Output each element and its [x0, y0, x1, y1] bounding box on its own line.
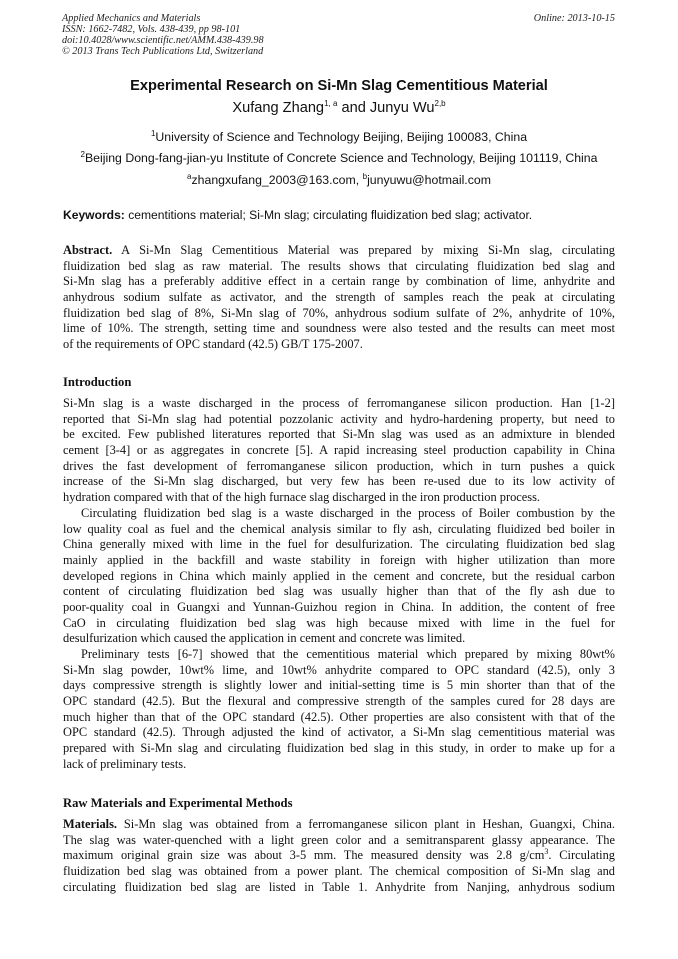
intro-line: content of circulating fluidization bed slag was usually higher than that of the fly ash due to	[63, 584, 615, 599]
copyright: © 2013 Trans Tech Publications Ltd, Switzerland	[62, 46, 264, 57]
intro-line: OPC standard (42.5). But the flexural and compressive strength of the samples cured for 28 days are	[63, 694, 615, 709]
abstract-line: fluidization bed slag as raw material. The results shows that circulating fluidization bed slag and	[63, 258, 615, 273]
section-heading-raw-materials: Raw Materials and Experimental Methods	[63, 796, 293, 810]
author-2-sup: 2,b	[434, 99, 446, 109]
email-a-sup: a	[187, 171, 192, 181]
abstract-label: Abstract.	[63, 243, 113, 257]
abstract	[63, 243, 615, 353]
paper-title: Experimental Research on Si-Mn Slag Cementitious Material	[130, 78, 548, 94]
intro-line: prepared with Si-Mn slag and circulating fluidization bed slag in this study, in order to make up for a	[63, 741, 615, 756]
abstract-text: A Si-Mn Slag Cementitious Material was prepared by mixing Si-Mn slag, circulating	[112, 243, 615, 257]
intro-line: reported that Si-Mn slag had potential pozzolanic activity and hydro-hardening property, but need to	[63, 411, 615, 426]
abstract-line: lime of 10%. The strength, setting time and soundness were also tested and the results can meet most	[63, 321, 615, 336]
materials-label: Materials.	[63, 817, 118, 831]
materials-body	[63, 817, 615, 895]
keywords	[63, 208, 532, 222]
intro-line: much higher than that of the OPC standard (42.5). Other properties are also consistent with that of the	[63, 709, 615, 724]
doi: doi:10.4028/www.scientific.net/AMM.438-439.98	[62, 35, 264, 46]
keywords-text: cementitions material; Si-Mn slag; circulating fluidization bed slag; activator.	[124, 208, 533, 222]
author-1: Xufang Zhang	[232, 100, 325, 116]
affiliation-1-text: University of Science and Technology Beijing, Beijing 100083, China	[155, 130, 528, 144]
materials-line: circulating fluidization bed slag are listed in Table 1. Anhydrite from Nanjing, anhydrous sodium	[63, 879, 615, 894]
intro-line: increase of the Si-Mn slag discharged, but very few has been re-used due to its low activity of	[63, 474, 615, 489]
materials-text: maximum original grain size was about 3-5 mm. The measured density was 2.8 g/cm	[63, 848, 545, 863]
keywords-label: Keywords:	[63, 208, 125, 222]
affiliation-2	[0, 151, 678, 165]
intro-line: days compressive strength is slightly lower and initial-setting time is 5 min shorter than that of the	[63, 678, 615, 693]
introduction-body	[63, 396, 615, 773]
affiliation-1	[0, 130, 678, 144]
materials-line: fluidization bed slag was obtained from a power plant. The chemical composition of Si-Mn slag and	[63, 864, 615, 879]
intro-line: Preliminary tests [6-7] showed that the cementitious material which prepared by mixing 80wt%	[81, 647, 615, 661]
materials-line	[63, 848, 615, 864]
authors	[0, 100, 678, 116]
affiliation-2-sup: 2	[80, 149, 85, 159]
affiliation-2-text: Beijing Dong-fang-jian-yu Institute of Concrete Science and Technology, Beijing 101119, China	[84, 151, 598, 165]
intro-line: poor-quality coal in Guangxi and Yunnan-Guizhou region in China. In addition, the content of free	[63, 599, 615, 614]
email-b[interactable]: junyuwu@hotmail.com	[367, 173, 491, 187]
affiliation-1-sup: 1	[150, 128, 156, 138]
issn: ISSN: 1662-7482, Vols. 438-439, pp 98-101	[62, 24, 241, 35]
author-1-sup: 1, a	[324, 99, 338, 109]
section-heading-introduction: Introduction	[63, 375, 132, 389]
intro-line: low quality coal as fuel and the chemical analysis similar to fly ash, circulating fluidized bed boiler in	[63, 521, 615, 536]
density-unit-sup: 3	[544, 848, 549, 857]
intro-line: Si-Mn slag powder, 10wt% lime, and 10wt% anhydrite compared to OPC standard (42.5), only 3	[63, 662, 615, 677]
emails	[0, 173, 678, 187]
abstract-line: Si-Mn slag has a preferably additive effect in a certain range by combination of lime, anhydrite and	[63, 274, 615, 289]
intro-line: lack of preliminary tests.	[63, 756, 187, 771]
intro-line: hydration compared with that of the high furnace slag discharged in the iron production process.	[63, 490, 541, 505]
materials-text: . Circulating	[548, 848, 615, 863]
materials-line	[63, 817, 615, 833]
intro-line: OPC standard (42.5). Through adjusted the kind of activator, a Si-Mn slag cementitious material was	[63, 725, 615, 740]
materials-line: The slag was water-quenched with a light green color and a semitransparent glassy appearance. The	[63, 832, 615, 847]
intro-line: CaO in circulating fluidization bed slag was high because mixed with lime in the fuel for	[63, 615, 615, 630]
abstract-line: fluidization bed slag of 8%, Si-Mn slag of 70%, anhydrous sodium sulfate of 2%, anhydrite of 10%,	[63, 305, 615, 320]
intro-line: developed regions in China which mainly applied in the cement and concrete, but the residual carbon	[63, 568, 615, 583]
online-date: Online: 2013-10-15	[533, 13, 615, 24]
intro-line: desulfurization which caused the application in cement and concrete was limited.	[63, 631, 466, 646]
materials-text: Si-Mn slag was obtained from a ferromanganese silicon plant in Heshan, Guangxi, China.	[117, 817, 615, 831]
author-2: and Junyu Wu	[337, 100, 435, 116]
intro-line: be excited. Few published literatures reported that Si-Mn slag was used as an admixture in blended	[63, 427, 615, 442]
intro-line: China generally mixed with lime in the fuel for desulfurization. The circulating fluidization bed slag	[63, 537, 615, 552]
intro-line: drives the fast development of ferromanganese silicon production, which in turn pushes a quick	[63, 458, 615, 473]
abstract-line: of the requirements of OPC standard (42.5) GB/T 175-2007.	[63, 337, 363, 352]
intro-line: cement [3-4] or as aggregates in concrete [5]. A rapid increasing steel production capability in China	[63, 443, 615, 458]
email-b-sup: b	[362, 171, 368, 181]
intro-line: mainly applied in the backfill and waste stability in foreign with higher utilization than more	[63, 552, 615, 567]
journal-header	[62, 13, 264, 57]
abstract-line: anhydrous sodium sulfate as activator, and the strength of samples reach the peak at circulating	[63, 290, 615, 305]
abstract-line	[63, 243, 615, 259]
intro-line: Si-Mn slag is a waste discharged in the process of ferromanganese silicon production. Han [1-2]	[63, 396, 615, 410]
intro-line: Circulating fluidization bed slag is a waste discharged in the process of Boiler combustion by the	[81, 505, 615, 520]
journal-name: Applied Mechanics and Materials	[62, 13, 201, 24]
email-a[interactable]: zhangxufang_2003@163.com,	[191, 173, 363, 187]
